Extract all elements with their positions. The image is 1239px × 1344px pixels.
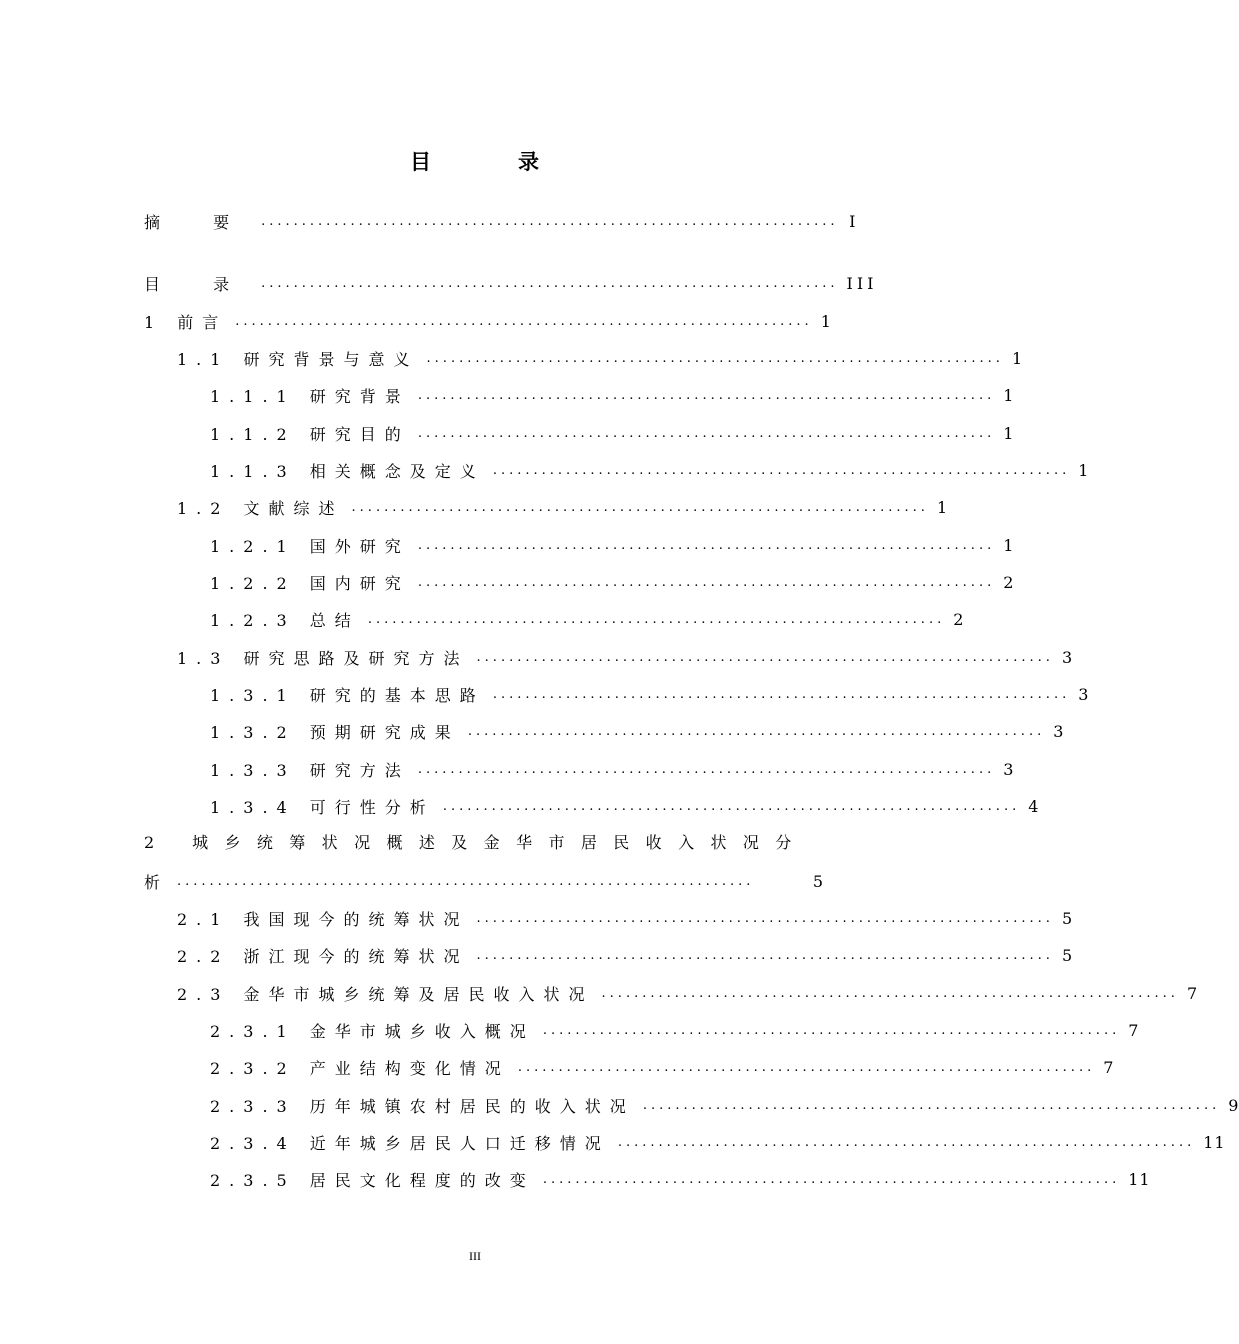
toc-label: 2.1 我国现今的统筹状况 [177, 909, 469, 929]
toc-page-number: 5 [1061, 945, 1074, 965]
toc-leader: ....................................................................... [542, 1022, 1121, 1038]
toc-page-number: 5 [812, 871, 824, 891]
toc-leader: ....................................................................... [261, 213, 839, 229]
page-title [0, 146, 950, 176]
toc-page-number: 5 [1061, 908, 1074, 928]
toc-leader: ....................................................................... [426, 350, 1004, 366]
toc-label: 目 录 [144, 274, 254, 294]
toc-page-number: 2 [953, 609, 965, 629]
toc-page-number: 1 [1011, 348, 1024, 368]
page-number-footer: III [469, 1249, 481, 1263]
toc-leader: ....................................................................... [417, 425, 996, 441]
toc-leader: ....................................................................... [261, 275, 839, 291]
toc-label: 2 城乡统筹状况概述及金华市居民收入状况分 [144, 833, 808, 852]
toc-entry-2-line1[interactable] [144, 831, 808, 855]
toc-label: 1.1.1 研究背景 [210, 386, 410, 406]
toc-leader: ....................................................................... [235, 313, 813, 329]
toc-entry-1-3-4[interactable] [210, 794, 1040, 818]
toc-leader: ....................................................................... [467, 723, 1046, 739]
toc-label: 1.1 研究背景与意义 [177, 349, 419, 369]
toc-entry-2-1[interactable] [177, 906, 1074, 930]
toc-leader: ....................................................................... [492, 686, 1071, 702]
toc-entry-1[interactable] [144, 309, 832, 333]
toc-entry-2-3[interactable] [177, 981, 1199, 1005]
toc-entry-abstract[interactable] [144, 209, 857, 233]
toc-page-number: 1 [820, 311, 832, 331]
toc-page-number: 11 [1128, 1169, 1151, 1189]
toc-entry-2-3-3[interactable] [210, 1093, 1239, 1117]
toc-page-number: III [846, 273, 878, 293]
toc-label: 1.3.3 研究方法 [210, 760, 410, 780]
toc-page-number: 11 [1203, 1132, 1226, 1152]
toc-leader: ....................................................................... [367, 611, 946, 627]
toc-page-number: 4 [1028, 796, 1040, 816]
toc-label: 1.3.4 可行性分析 [210, 797, 435, 817]
toc-leader: ....................................................................... [417, 761, 996, 777]
toc-page-number: 2 [1003, 572, 1015, 592]
toc-leader: ....................................................................... [417, 387, 996, 403]
toc-label: 1 前言 [144, 312, 228, 332]
toc-page-number: 7 [1103, 1057, 1115, 1077]
toc-label: 2.3.1 金华市城乡收入概况 [210, 1021, 535, 1041]
toc-leader: ....................................................................... [417, 537, 996, 553]
toc-label: 1.2.3 总结 [210, 610, 360, 630]
title-left: 目 [410, 149, 432, 174]
toc-entry-2-3-1[interactable] [210, 1018, 1140, 1042]
toc-entry-1-3-3[interactable] [210, 757, 1015, 781]
toc-leader: ....................................................................... [517, 1059, 1096, 1075]
toc-page-number: 3 [1053, 721, 1065, 741]
toc-page-number: 1 [1078, 460, 1090, 480]
toc-entry-1-3-2[interactable] [210, 719, 1065, 743]
toc-label: 1.3.2 预期研究成果 [210, 722, 460, 742]
toc-leader: ....................................................................... [642, 1097, 1221, 1113]
toc-leader: ....................................................................... [442, 798, 1021, 814]
toc-entry-1-3[interactable] [177, 645, 1074, 669]
toc-entry-2-3-2[interactable] [210, 1055, 1115, 1079]
toc-label: 2.3.3 历年城镇农村居民的收入状况 [210, 1096, 635, 1116]
title-right: 录 [518, 149, 540, 174]
toc-entry-1-3-1[interactable] [210, 682, 1090, 706]
toc-page-number: 3 [1003, 759, 1015, 779]
toc-label: 2.3 金华市城乡统筹及居民收入状况 [177, 984, 594, 1004]
toc-page-number: 1 [1003, 535, 1015, 555]
toc-page-number: 1 [1003, 385, 1015, 405]
toc-entry-1-2-3[interactable] [210, 607, 965, 631]
toc-leader: ....................................................................... [476, 649, 1054, 665]
toc-label: 2.2 浙江现今的统筹状况 [177, 946, 469, 966]
toc-page-number: 1 [936, 497, 949, 517]
toc-label: 1.2.2 国内研究 [210, 573, 410, 593]
toc-entry-1-1[interactable] [177, 346, 1024, 370]
toc-entry-contents[interactable] [144, 271, 878, 295]
toc-label: 1.1.2 研究目的 [210, 424, 410, 444]
toc-entry-1-2-2[interactable] [210, 570, 1015, 594]
toc-entry-1-2[interactable] [177, 495, 949, 519]
toc-leader: ....................................................................... [476, 947, 1054, 963]
toc-label: 1.2 文献综述 [177, 498, 344, 518]
toc-entry-2-3-4[interactable] [210, 1130, 1226, 1154]
toc-label: 1.1.3 相关概念及定义 [210, 461, 485, 481]
toc-label: 1.3 研究思路及研究方法 [177, 648, 469, 668]
toc-page-number: I [849, 211, 857, 231]
toc-label: 析 [144, 872, 170, 892]
toc-label: 2.3.5 居民文化程度的改变 [210, 1170, 535, 1190]
toc-leader: ....................................................................... [542, 1171, 1121, 1187]
toc-label: 1.3.1 研究的基本思路 [210, 685, 485, 705]
toc-leader: ....................................................................... [601, 985, 1179, 1001]
toc-page-number: 9 [1228, 1095, 1239, 1115]
toc-entry-2-2[interactable] [177, 943, 1074, 967]
toc-leader: ....................................................................... [351, 499, 929, 515]
toc-page-number: 1 [1003, 423, 1015, 443]
toc-page-number: 7 [1128, 1020, 1140, 1040]
toc-leader: ....................................................................... [476, 910, 1054, 926]
toc-entry-2-3-5[interactable] [210, 1167, 1151, 1191]
toc-page-number: 3 [1061, 647, 1074, 667]
toc-page-number: 7 [1186, 983, 1199, 1003]
toc-entry-1-1-3[interactable] [210, 458, 1090, 482]
toc-entry-2-line2[interactable] [144, 869, 824, 893]
toc-leader: ....................................................................... [492, 462, 1071, 478]
toc-entry-1-1-1[interactable] [210, 383, 1015, 407]
toc-page-number: 3 [1078, 684, 1090, 704]
toc-entry-1-2-1[interactable] [210, 533, 1015, 557]
toc-label: 1.2.1 国外研究 [210, 536, 410, 556]
toc-label: 2.3.4 近年城乡居民人口迁移情况 [210, 1133, 610, 1153]
toc-label: 2.3.2 产业结构变化情况 [210, 1058, 510, 1078]
toc-label: 摘 要 [144, 212, 254, 232]
toc-leader: ....................................................................... [617, 1134, 1196, 1150]
toc-leader: ....................................................................... [177, 873, 755, 889]
toc-leader: ....................................................................... [417, 574, 996, 590]
toc-entry-1-1-2[interactable] [210, 421, 1015, 445]
